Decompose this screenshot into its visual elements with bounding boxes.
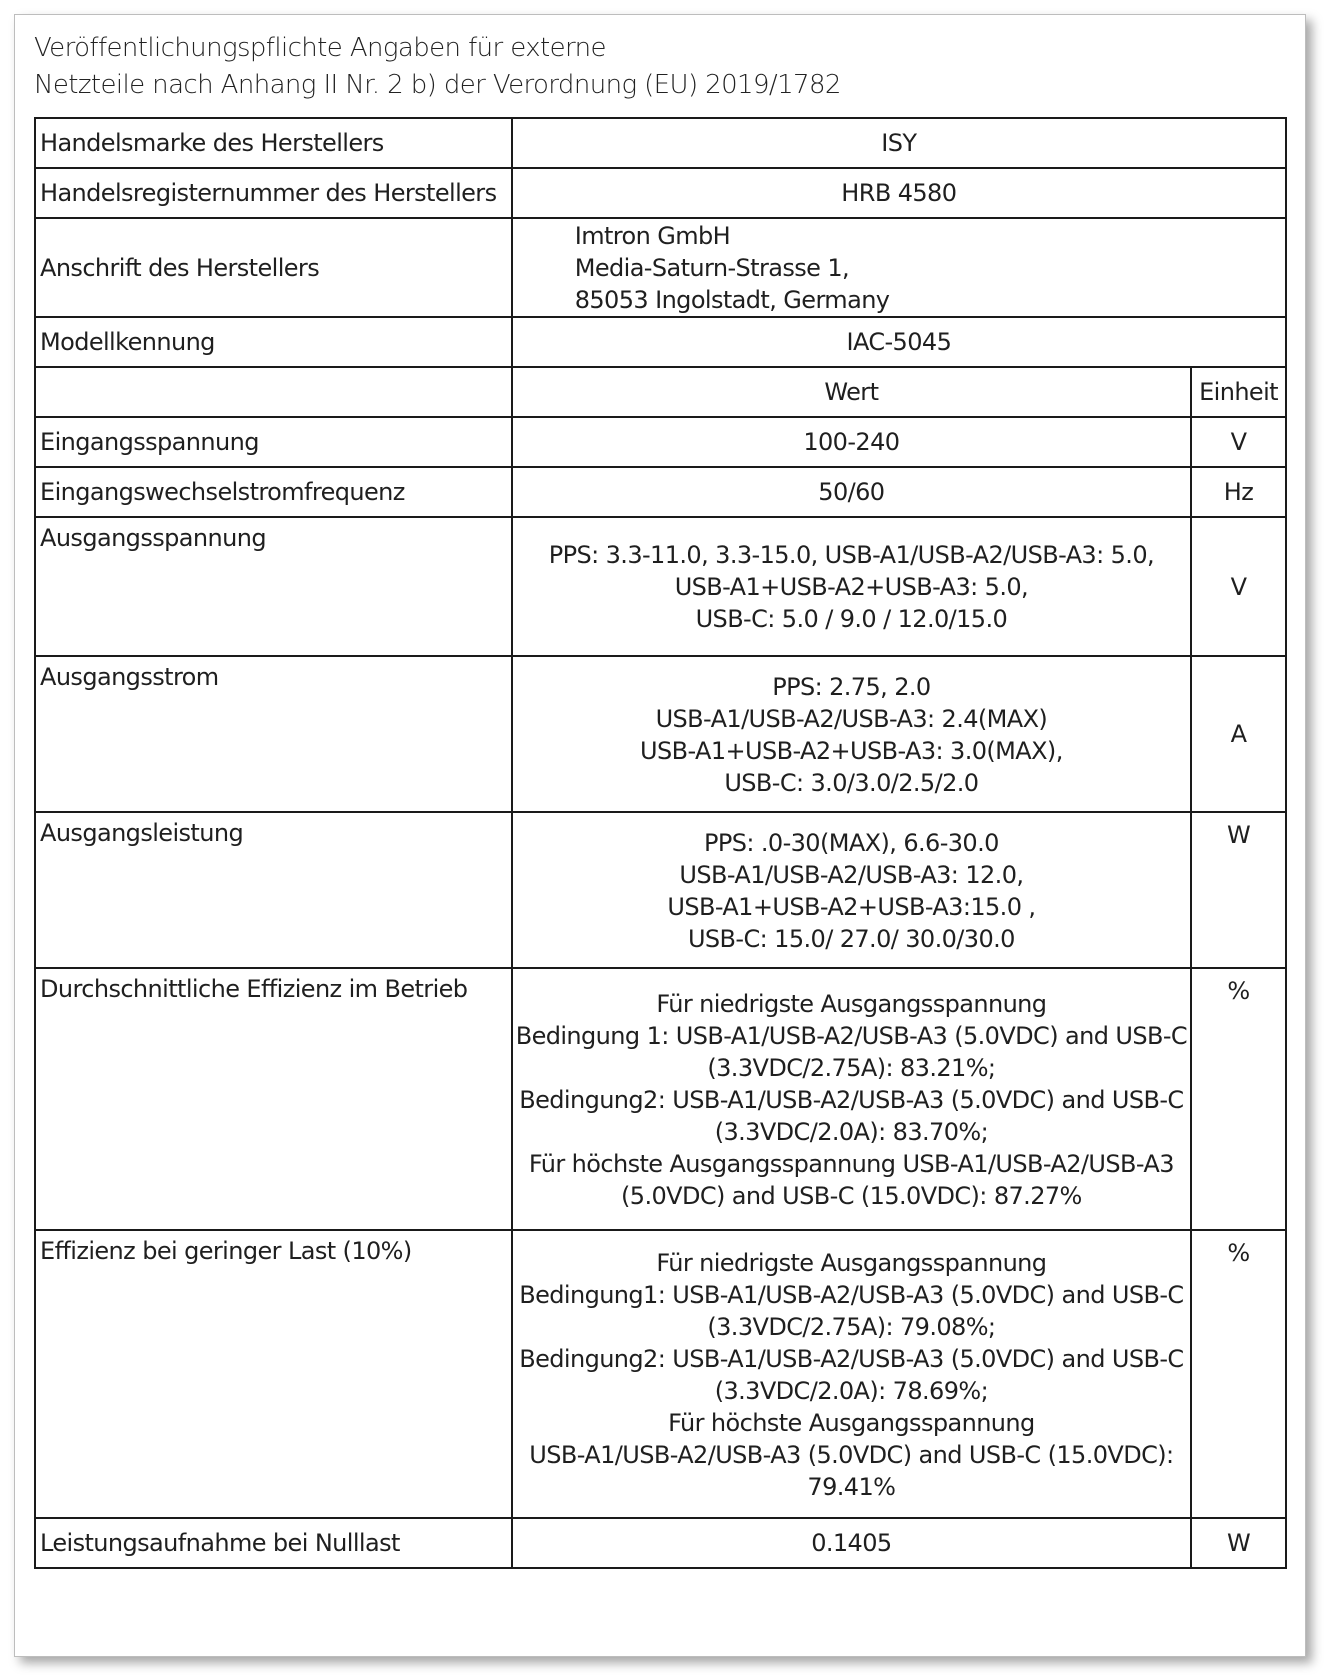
value-line: Bedingung 1: USB-A1/USB-A2/USB-A3 (5.0VDC) and USB-C	[515, 1022, 1188, 1050]
heading-line-1: Veröffentlichungspflichte Angaben für externe	[34, 33, 606, 63]
table-row-output-voltage	[35, 517, 1286, 656]
value-line: (3.3VDC/2.0A): 83.70%;	[714, 1118, 989, 1146]
row-value: HRB 4580	[512, 168, 1286, 218]
row-value	[512, 1230, 1191, 1518]
row-label: Eingangswechselstromfrequenz	[35, 467, 512, 517]
row-value	[512, 968, 1191, 1230]
row-value: 0.1405	[512, 1518, 1191, 1568]
table-row-registry	[35, 168, 1286, 218]
row-label: Effizienz bei geringer Last (10%)	[35, 1230, 512, 1518]
address-line: Imtron GmbH	[574, 221, 731, 250]
value-line: (3.3VDC/2.75A): 79.08%;	[707, 1313, 996, 1341]
value-line: PPS: .0-30(MAX), 6.6-30.0	[703, 829, 999, 857]
column-header-value: Wert	[512, 367, 1191, 417]
row-label: Eingangsspannung	[35, 417, 512, 467]
row-value	[512, 656, 1191, 812]
table-row-model	[35, 317, 1286, 367]
heading-line-2: Netzteile nach Anhang II Nr. 2 b) der Verordnung (EU) 2019/1782	[34, 70, 841, 100]
row-label: Ausgangsstrom	[35, 656, 512, 812]
table-row-output-current	[35, 656, 1286, 812]
table-row-column-header	[35, 367, 1286, 417]
value-line: (5.0VDC) and USB-C (15.0VDC): 87.27%	[621, 1182, 1082, 1210]
value-line: USB-A1+USB-A2+USB-A3: 5.0,	[674, 572, 1029, 601]
row-unit: V	[1191, 417, 1286, 467]
value-line: Bedingung1: USB-A1/USB-A2/USB-A3 (5.0VDC) and USB-C	[519, 1281, 1184, 1309]
row-label: Leistungsaufnahme bei Nulllast	[35, 1518, 512, 1568]
row-label	[35, 367, 512, 417]
row-value: IAC-5045	[512, 317, 1286, 367]
row-label: Ausgangsleistung	[35, 812, 512, 968]
table-row-low-load-efficiency	[35, 1230, 1286, 1518]
value-line: 79.41%	[807, 1473, 896, 1501]
table-row-output-power	[35, 812, 1286, 968]
value-line: Für niedrigste Ausgangsspannung	[656, 990, 1047, 1018]
row-label: Durchschnittliche Effizienz im Betrieb	[35, 968, 512, 1230]
table-row-no-load-power	[35, 1518, 1286, 1568]
row-unit: Hz	[1191, 467, 1286, 517]
row-unit: A	[1191, 656, 1286, 812]
value-line: Für höchste Ausgangsspannung	[668, 1409, 1035, 1437]
value-line: Für höchste Ausgangsspannung USB-A1/USB-A2/USB-A3	[528, 1150, 1174, 1178]
value-line: USB-C: 5.0 / 9.0 / 12.0/15.0	[695, 604, 1008, 633]
row-unit: W	[1191, 1518, 1286, 1568]
value-line: USB-A1+USB-A2+USB-A3:15.0 ,	[667, 893, 1036, 921]
value-line: PPS: 3.3-11.0, 3.3-15.0, USB-A1/USB-A2/USB-A3: 5.0,	[548, 540, 1155, 569]
table-row-trademark	[35, 118, 1286, 168]
value-line: PPS: 2.75, 2.0	[772, 673, 931, 701]
document-heading	[34, 30, 841, 104]
value-line: USB-A1+USB-A2+USB-A3: 3.0(MAX),	[640, 737, 1063, 765]
row-unit: V	[1191, 517, 1286, 656]
row-value	[512, 517, 1191, 656]
row-unit: %	[1191, 968, 1286, 1230]
row-value: ISY	[512, 118, 1286, 168]
value-line: Bedingung2: USB-A1/USB-A2/USB-A3 (5.0VDC) and USB-C	[519, 1345, 1184, 1373]
row-unit: W	[1191, 812, 1286, 968]
table-row-input-frequency	[35, 467, 1286, 517]
value-line: (3.3VDC/2.0A): 78.69%;	[714, 1377, 989, 1405]
row-label: Handelsregisternummer des Herstellers	[35, 168, 512, 218]
value-line: Für niedrigste Ausgangsspannung	[656, 1249, 1047, 1277]
row-label: Handelsmarke des Herstellers	[35, 118, 512, 168]
value-line: Bedingung2: USB-A1/USB-A2/USB-A3 (5.0VDC) and USB-C	[519, 1086, 1184, 1114]
address-line: 85053 Ingolstadt, Germany	[574, 285, 890, 314]
address-value	[512, 218, 1286, 317]
value-line: USB-C: 15.0/ 27.0/ 30.0/30.0	[687, 925, 1015, 953]
row-label: Anschrift des Herstellers	[35, 218, 512, 317]
value-line: USB-C: 3.0/3.0/2.5/2.0	[724, 769, 979, 797]
address-line: Media-Saturn-Strasse 1,	[574, 253, 850, 282]
specification-table	[34, 117, 1287, 1569]
value-line: USB-A1/USB-A2/USB-A3 (5.0VDC) and USB-C (15.0VDC):	[529, 1441, 1174, 1469]
row-value: 50/60	[512, 467, 1191, 517]
value-line: USB-A1/USB-A2/USB-A3: 12.0,	[679, 861, 1024, 889]
value-line: USB-A1/USB-A2/USB-A3: 2.4(MAX)	[655, 705, 1048, 733]
table-row-address	[35, 218, 1286, 317]
row-label: Ausgangsspannung	[35, 517, 512, 656]
value-line: (3.3VDC/2.75A): 83.21%;	[707, 1054, 996, 1082]
row-unit: %	[1191, 1230, 1286, 1518]
table-row-average-efficiency	[35, 968, 1286, 1230]
row-value	[512, 812, 1191, 968]
column-header-unit: Einheit	[1191, 367, 1286, 417]
table-row-input-voltage	[35, 417, 1286, 467]
row-value: 100-240	[512, 417, 1191, 467]
row-label: Modellkennung	[35, 317, 512, 367]
